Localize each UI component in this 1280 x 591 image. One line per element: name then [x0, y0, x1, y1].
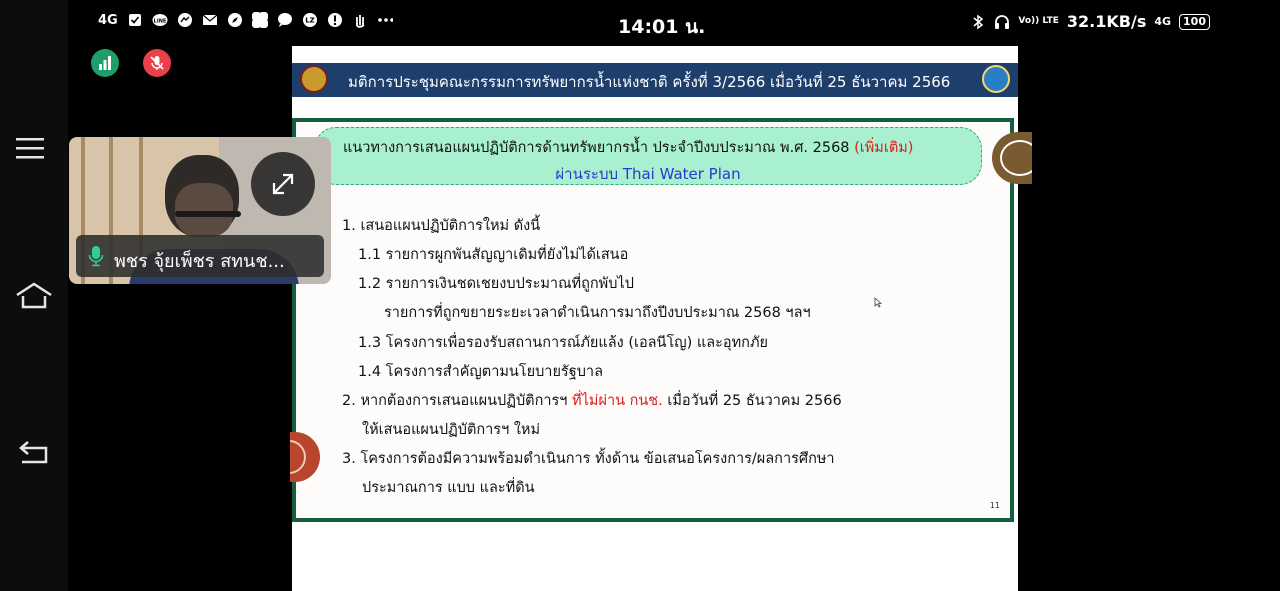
mic-off-icon — [149, 55, 165, 71]
list-item-2-highlight: ที่ไม่ผ่าน กนช. — [572, 393, 663, 409]
decorative-circle-right — [992, 132, 1032, 184]
pinwheel-icon — [252, 12, 268, 28]
headphones-icon — [994, 14, 1010, 30]
list-item-1-3: 1.3 โครงการเพื่อรองรับสถานการณ์ภัยแล้ง (เอลนีโญ) และอุทกภัย — [358, 335, 768, 351]
list-item-2 — [342, 389, 842, 412]
decorative-circle-left — [290, 432, 320, 482]
connection-quality-button[interactable] — [91, 49, 119, 77]
slide-header-title: มติการประชุมคณะกรรมการทรัพยากรน้ำแห่งชาติ ครั้งที่ 3/2566 เมื่อวันที่ 25 ธันวาคม 2566 — [348, 73, 951, 91]
svg-text:LZ: LZ — [304, 16, 315, 25]
slide-page-number: 11 — [989, 501, 1000, 510]
ministry-seal-icon — [300, 65, 328, 93]
navigation-bar — [0, 0, 68, 591]
slide-title — [343, 136, 913, 159]
slide-title-box — [314, 127, 982, 185]
list-item-1-2: 1.2 รายการเงินชดเชยงบประมาณที่ถูกพับไป — [358, 276, 634, 292]
bluetooth-icon — [970, 14, 986, 30]
mute-button[interactable] — [143, 49, 171, 77]
list-item-1-1: 1.1 รายการผูกพันสัญญาเดิมที่ยังไม่ได้เสนอ — [358, 247, 629, 263]
shared-screen — [292, 46, 1018, 591]
list-item-3-continued: ประมาณการ แบบ และที่ดิน — [362, 480, 535, 496]
notification-icons — [98, 12, 393, 28]
signal-bars-icon — [98, 56, 112, 70]
clock: 14:01 น. — [618, 16, 706, 38]
hand-icon — [352, 12, 368, 28]
list-item-3: 3. โครงการต้องมีความพร้อมดำเนินการ ทั้งด้าน ข้อเสนอโครงการ/ผลการศึกษา — [342, 451, 835, 467]
participant-face — [175, 183, 233, 237]
status-bar — [68, 0, 1280, 46]
slide-subtitle: ผ่านระบบ Thai Water Plan — [555, 165, 741, 183]
battery-level: 100 — [1179, 14, 1210, 30]
participant-glasses — [175, 211, 241, 217]
home-icon[interactable] — [14, 282, 54, 314]
alert-icon — [327, 12, 343, 28]
list-item-2-continued: ให้เสนอแผนปฏิบัติการฯ ใหม่ — [362, 422, 541, 438]
volte-label: Vo)) LTE — [1018, 16, 1059, 26]
back-icon[interactable] — [18, 438, 50, 470]
slide-title-main: แนวทางการเสนอแผนปฏิบัติการด้านทรัพยากรน้ำ ประจำปีงบประมาณ พ.ศ. 2568 — [343, 140, 850, 156]
menu-icon[interactable] — [16, 136, 46, 164]
chat-bubble-icon — [277, 12, 293, 28]
slide-content — [292, 118, 1014, 522]
participant-name-tag — [76, 235, 324, 277]
network-speed: 32.1KB/s — [1066, 12, 1147, 31]
mouse-cursor-icon — [874, 297, 882, 308]
list-item-1: 1. เสนอแผนปฏิบัติการใหม่ ดังนี้ — [342, 218, 541, 234]
slide-header — [292, 63, 1018, 97]
messenger-icon — [177, 12, 193, 28]
signal-type-label: 4G — [1154, 15, 1172, 28]
list-item-2-end: เมื่อวันที่ 25 ธันวาคม 2566 — [667, 393, 842, 409]
system-indicators — [970, 12, 1210, 31]
slide-title-extra: (เพิ่มเติม) — [854, 140, 914, 156]
list-item-1-2-detail: รายการที่ถูกขยายระยะเวลาดำเนินการมาถึงปีงบประมาณ 2568 ฯลฯ — [384, 305, 811, 321]
svg-text:LINE: LINE — [153, 18, 167, 25]
water-agency-logo-icon — [982, 65, 1010, 93]
network-type-label: 4G — [98, 12, 118, 28]
list-item-1-4: 1.4 โครงการสำคัญตามนโยบายรัฐบาล — [358, 364, 603, 380]
check-icon — [127, 12, 143, 28]
mail-icon — [202, 12, 218, 28]
compass-icon — [227, 12, 243, 28]
line-app-icon — [152, 12, 168, 28]
expand-icon — [270, 171, 296, 197]
lz-app-icon — [302, 12, 318, 28]
more-notifications-icon — [377, 12, 393, 28]
microphone-icon — [88, 245, 104, 267]
participant-video-tile[interactable] — [69, 137, 331, 284]
expand-video-button[interactable] — [251, 152, 315, 216]
list-item-2-start: 2. หากต้องการเสนอแผนปฏิบัติการฯ — [342, 393, 568, 409]
participant-name: พชร จุ้ยเพ็ชร สทนช... — [114, 251, 285, 272]
